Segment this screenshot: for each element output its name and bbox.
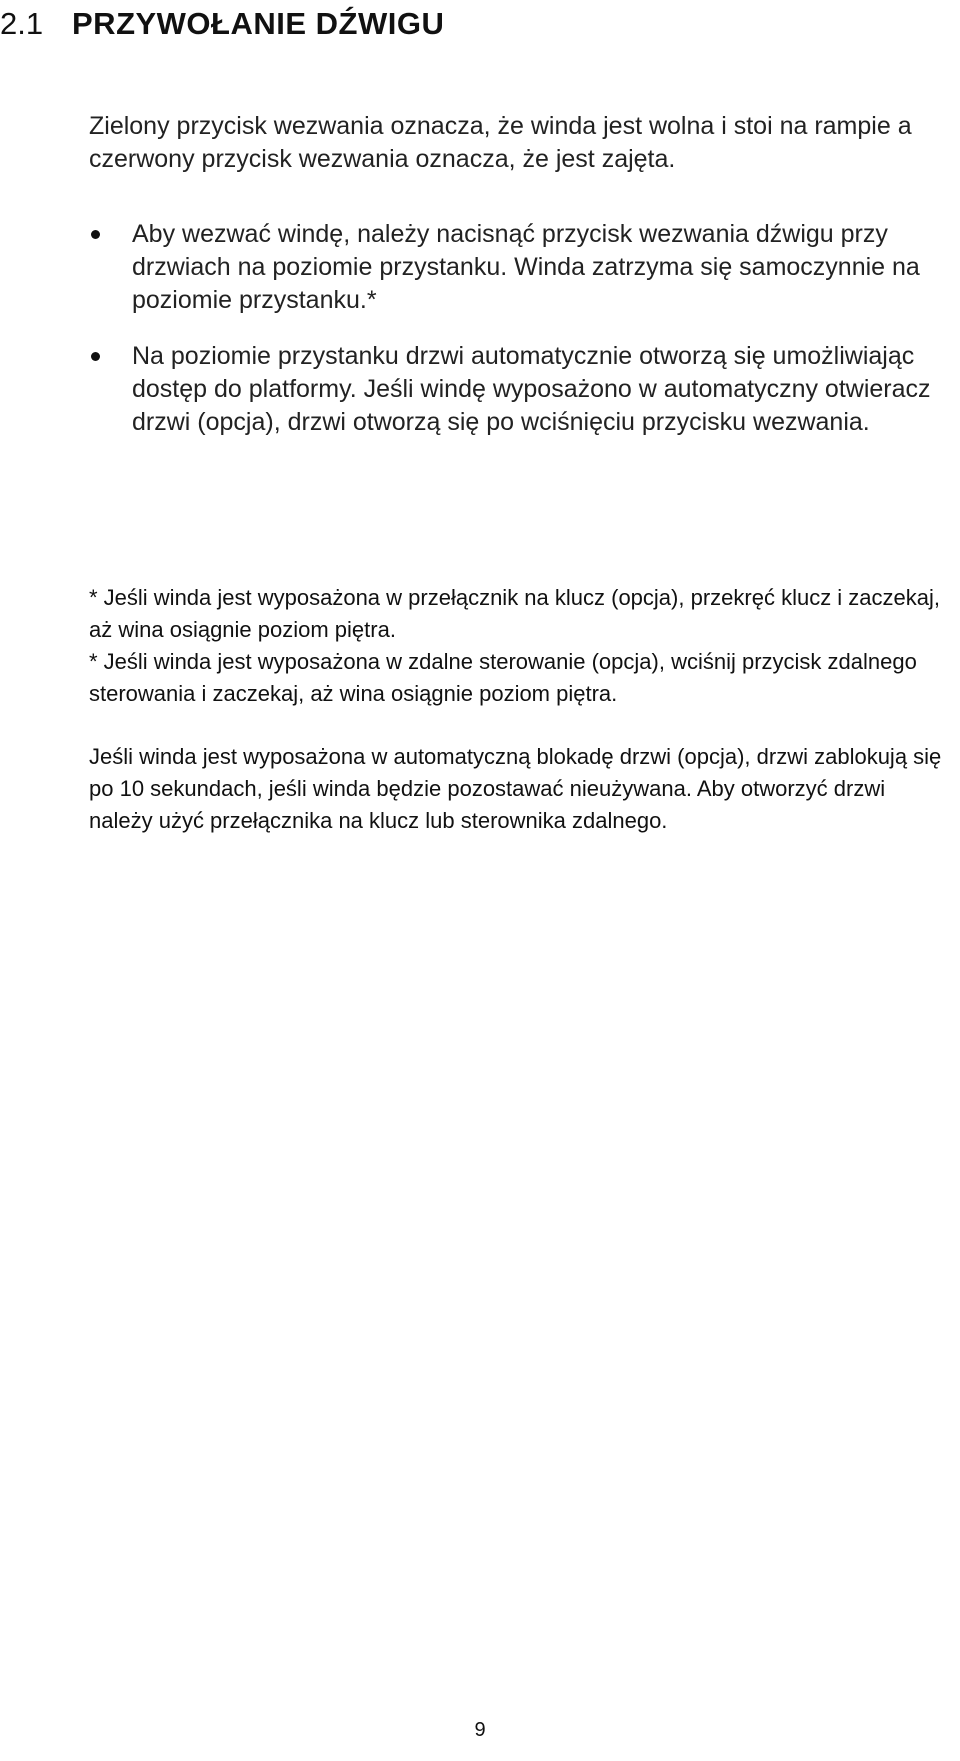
section-number: 2.1 xyxy=(0,6,44,41)
list-item xyxy=(89,218,939,317)
footnote-key-switch: * Jeśli winda jest wyposażona w przełącznik na klucz (opcja), przekręć klucz i zaczekaj, aż wina osiągnie poziom piętra. xyxy=(89,585,941,642)
door-lock-paragraph: Jeśli winda jest wyposażona w automatyczną blokadę drzwi (opcja), drzwi zablokują się po 10 sekundach, jeśli winda będzie pozostawać nieużywana. Aby otworzyć drzwi należy użyć przełącznika na klucz lub sterownika zdalnego. xyxy=(89,744,942,833)
instruction-list xyxy=(89,218,939,462)
section-heading xyxy=(0,4,444,44)
page-number: 9 xyxy=(474,1719,486,1741)
list-item-text: Aby wezwać windę, należy nacisnąć przycisk wezwania dźwigu przy drzwiach na poziomie przystanku. Winda zatrzyma się samoczynnie na poziomie przystanku.* xyxy=(132,220,920,314)
bullet-icon xyxy=(91,230,100,239)
bullet-icon xyxy=(91,352,100,361)
list-item-text: Na poziomie przystanku drzwi automatycznie otworzą się umożliwiając dostęp do platformy. Jeśli windę wyposażono w automatyczny otwieracz drzwi (opcja), drzwi otworzą się po wciśnięciu przycisku wezwania. xyxy=(132,342,931,436)
section-title: PRZYWOŁANIE DŹWIGU xyxy=(72,6,445,41)
intro-paragraph: Zielony przycisk wezwania oznacza, że winda jest wolna i stoi na rampie a czerwony przycisk wezwania oznacza, że jest zajęta. xyxy=(89,112,912,173)
footnote-remote-control: * Jeśli winda jest wyposażona w zdalne sterowanie (opcja), wciśnij przycisk zdalnego sterowania i zaczekaj, aż wina osiągnie poziom piętra. xyxy=(89,649,917,706)
list-item xyxy=(89,340,939,439)
